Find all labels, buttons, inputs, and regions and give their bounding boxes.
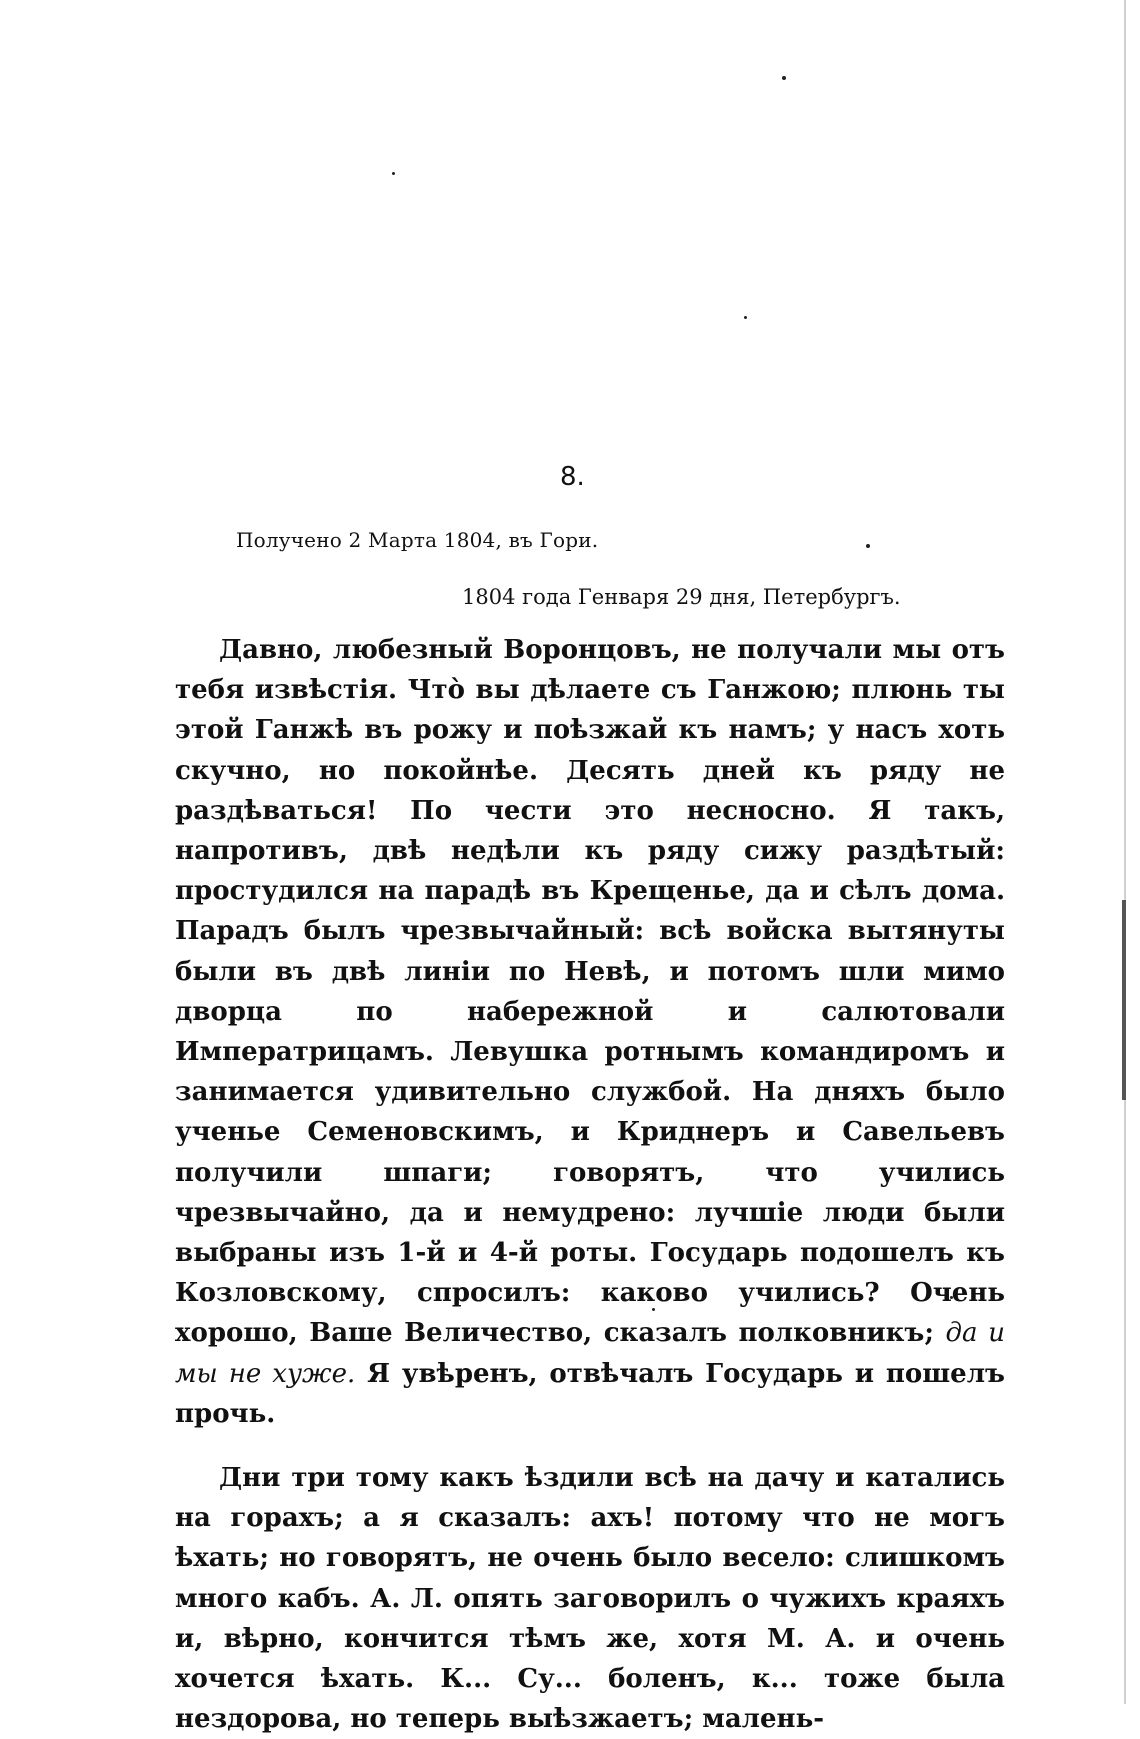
- scan-border-shadow: [1122, 900, 1126, 1100]
- paragraph-1-main: Давно, любезный Воронцовъ, не получали мы отъ тебя извѣстія. Что̀ вы дѣлаете съ Ганжою; плюнь ты этой Ганжѣ въ рожу и поѣзжай къ намъ; у насъ хоть скучно, но покойнѣе. Десять дней къ ряду не раздѣваться! По чести это несносно. Я такъ, напротивъ, двѣ недѣли къ ряду сижу раздѣтый: простудился на парадѣ въ Крещенье, да и сѣлъ дома. Парадъ былъ чрезвычайный: всѣ войска вытянуты были въ двѣ линіи по Невѣ, и потомъ шли мимо дворца по набережной и салютовали Императрицамъ. Левушка ротнымъ командиромъ и занимается удивительно службой. На дняхъ было ученье Семеновскимъ, и Криднеръ и Савельевъ получили шпаги; говорятъ, что учились чрезвычайно, да и немудрено: лучшіе люди были выбраны изъ 1-й и 4-й роты. Государь подошелъ къ Козловскому, спросилъ: каково учились? Очень хорошо, Ваше Величество, сказалъ полковникъ;: [175, 635, 1005, 1349]
- letter-number: 8.: [560, 462, 585, 492]
- paragraph-1: [175, 630, 1005, 1434]
- print-speck: [744, 316, 747, 319]
- scan-border-line: [1124, 0, 1126, 1704]
- received-note: Получено 2 Марта 1804, въ Гори.: [236, 528, 599, 552]
- paragraph-1-emphasis: да и мы не хуже.: [175, 1318, 1005, 1389]
- print-speck: [866, 544, 870, 548]
- letter-dateline: 1804 года Генваря 29 дня, Петербургъ.: [462, 585, 901, 609]
- letter-body: [175, 630, 1005, 1739]
- paragraph-2: Дни три тому какъ ѣздили всѣ на дачу и катались на горахъ; а я сказалъ: ахъ! потому что не могъ ѣхать; но говорятъ, не очень было весело: слишкомъ много кабъ. А. Л. опять заговорилъ о чужихъ краяхъ и, вѣрно, кончится тѣмъ же, хотя М. А. и очень хочется ѣхать. К... Су... боленъ, к... тоже была нездорова, но теперь выѣзжаетъ; малень-: [175, 1463, 1005, 1735]
- print-speck: [392, 172, 395, 175]
- print-speck: [782, 76, 786, 80]
- paragraph-1-end: Я увѣренъ, отвѣчалъ Государь и пошелъ прочь.: [175, 1358, 1005, 1429]
